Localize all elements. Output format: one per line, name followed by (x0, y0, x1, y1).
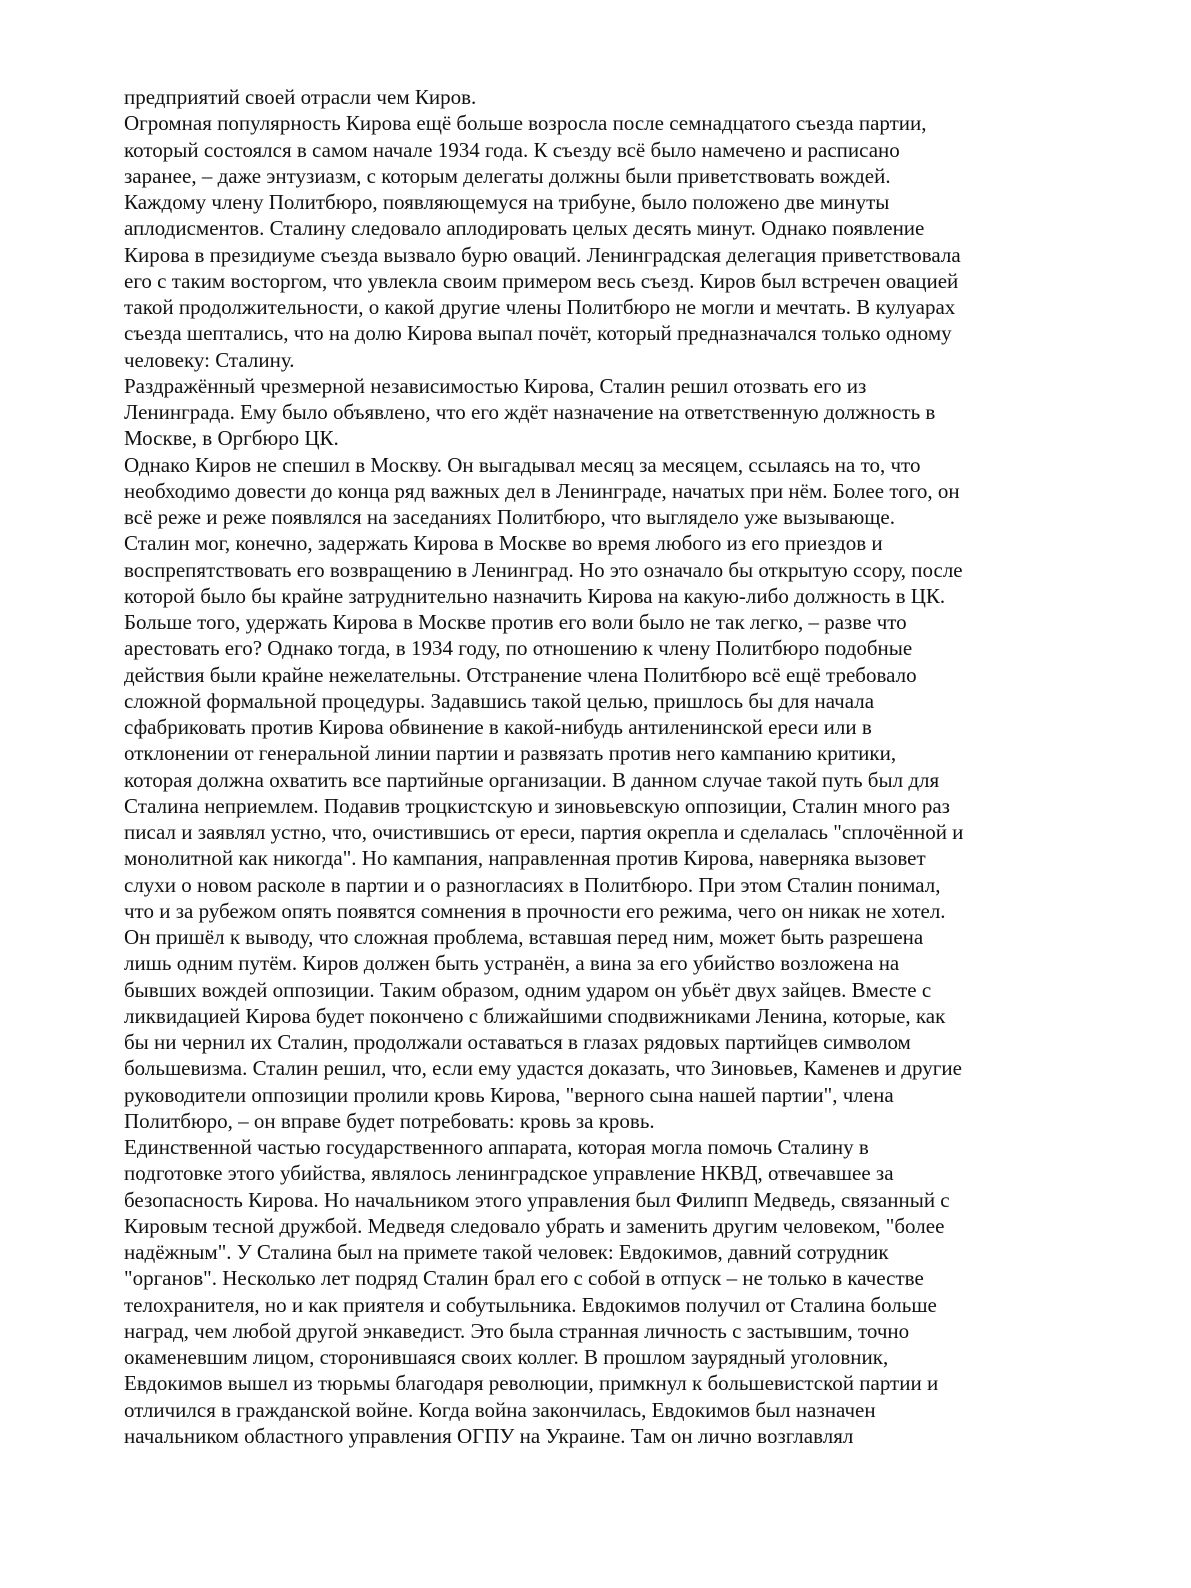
text-line: ликвидацией Кирова будет покончено с ближайшими сподвижниками Ленина, которые, как (124, 1003, 946, 1028)
text-line: Единственной частью государственного аппарата, которая могла помочь Сталину в (124, 1135, 869, 1159)
text-line: Раздражённый чрезмерной независимостью Кирова, Сталин решил отозвать его из (124, 373, 867, 398)
text-line: безопасность Кирова. Но начальником этого управления был Филипп Медведь, связанный с (124, 1187, 950, 1212)
text-line: писал и заявлял устно, что, очистившись от ереси, партия окрепла и сделалась "сплочённой и (124, 820, 964, 844)
text-line: подготовке этого убийства, являлось ленинградское управление НКВД, отвечавшее за (124, 1161, 894, 1186)
text-line: Больше того, удержать Кирова в Москве против его воли было не так легко, – разве что (124, 610, 907, 634)
text-line: Москве, в Оргбюро ЦК. (124, 426, 339, 451)
text-line: Кирова в президиуме съезда вызвало бурю оваций. Ленинградская делегация приветствовала (124, 242, 961, 267)
text-line: отличился в гражданской войне. Когда война закончилась, Евдокимов был назначен (124, 1397, 876, 1422)
text-line: телохранителя, но и как приятеля и собутыльника. Евдокимов получил от Сталина больше (124, 1292, 937, 1317)
text-line: окаменевшим лицом, сторонившаяся своих коллег. В прошлом заурядный уголовник, (124, 1345, 889, 1369)
text-line: Он пришёл к выводу, что сложная проблема, вставшая перед ним, может быть разрешена (124, 925, 924, 949)
text-line: руководители оппозиции пролили кровь Кирова, "верного сына нашей партии", члена (124, 1082, 894, 1107)
text-line: Политбюро, – он вправе будет потребовать: кровь за кровь. (124, 1108, 655, 1133)
text-line: что и за рубежом опять появятся сомнения в прочности его режима, чего он никак не хотел. (124, 898, 946, 923)
text-line: воспрепятствовать его возвращению в Ленинград. Но это означало бы открытую ссору, после (124, 557, 963, 582)
text-line: которая должна охватить все партийные организации. В данном случае такой путь был для (124, 767, 940, 792)
text-line: арестовать его? Однако тогда, в 1934 году, по отношению к члену Политбюро подобные (124, 636, 913, 661)
text-line: которой было бы крайне затруднительно назначить Кирова на какую-либо должность в ЦК. (124, 583, 946, 608)
text-line: Евдокимов вышел из тюрьмы благодаря революции, примкнул к большевистской партии и (124, 1371, 939, 1396)
text-line: начальником областного управления ОГПУ на Украине. Там он лично возглавлял (124, 1423, 854, 1448)
text-line: отклонении от генеральной линии партии и развязать против него кампанию критики, (124, 741, 897, 766)
text-line: заранее, – даже энтузиазм, с которым делегаты должны были приветствовать вождей. (124, 163, 891, 188)
text-line: монолитной как никогда". Но кампания, направленная против Кирова, наверняка вызовет (124, 846, 926, 871)
text-line: сложной формальной процедуры. Задавшись такой целью, пришлось бы для начала (124, 688, 875, 713)
text-line: человеку: Сталину. (124, 347, 295, 372)
text-line: такой продолжительности, о какой другие члены Политбюро не могли и мечтать. В кулуарах (124, 295, 956, 319)
text-line: Кировым тесной дружбой. Медведя следовало убрать и заменить другим человеком, "более (124, 1213, 945, 1238)
text-line: действия были крайне нежелательны. Отстранение члена Политбюро всё ещё требовало (124, 662, 917, 687)
text-line: необходимо довести до конца ряд важных дел в Ленинграде, начатых при нём. Более того, он (124, 478, 960, 503)
text-line: бывших вождей оппозиции. Таким образом, одним ударом он убьёт двух зайцев. Вместе с (124, 977, 932, 1002)
text-line: аплодисментов. Сталину следовало аплодировать целых десять минут. Однако появление (124, 216, 925, 241)
text-line: наград, чем любой другой энкаведист. Это была странная личность с застывшим, точно (124, 1318, 910, 1343)
text-line: всё реже и реже появлялся на заседаниях Политбюро, что выглядело уже вызывающе. (124, 505, 896, 529)
text-line: "органов". Несколько лет подряд Сталин брал его с собой в отпуск – не только в качестве (124, 1266, 924, 1291)
text-line: надёжным". У Сталина был на примете такой человек: Евдокимов, давний сотрудник (124, 1240, 889, 1264)
text-line: который состоялся в самом начале 1934 года. К съезду всё было намечено и расписано (124, 137, 900, 162)
text-line: съезда шептались, что на долю Кирова выпал почёт, который предназначался только одному (124, 321, 952, 346)
text-line: бы ни чернил их Сталин, продолжали оставаться в глазах рядовых партийцев символом (124, 1030, 911, 1054)
text-line: Каждому члену Политбюро, появляющемуся на трибуне, было положено две минуты (124, 190, 890, 214)
text-line: предприятий своей отрасли чем Киров. (124, 85, 477, 109)
text-line: Сталин мог, конечно, задержать Кирова в Москве во время любого из его приездов и (124, 531, 883, 556)
text-line: его с таким восторгом, что увлекла своим примером весь съезд. Киров был встречен овацией (124, 268, 959, 293)
text-line: Ленинграда. Ему было объявлено, что его ждёт назначение на ответственную должность в (124, 400, 936, 424)
text-line: сфабриковать против Кирова обвинение в какой-нибудь антиленинской ереси или в (124, 715, 872, 739)
text-line: слухи о новом расколе в партии и о разногласиях в Политбюро. При этом Сталин понимал, (124, 872, 941, 897)
text-line: Огромная популярность Кирова ещё больше возросла после семнадцатого съезда партии, (124, 111, 927, 136)
text-line: большевизма. Сталин решил, что, если ему удастся доказать, что Зиновьев, Каменев и другие (124, 1056, 962, 1081)
text-line: Сталина неприемлем. Подавив троцкистскую и зиновьевскую оппозиции, Сталин много раз (124, 793, 950, 818)
text-line: лишь одним путём. Киров должен быть устранён, а вина за его убийство возложена на (124, 951, 900, 976)
body-text (124, 84, 1064, 1449)
text-line: Однако Киров не спешил в Москву. Он выгадывал месяц за месяцем, ссылаясь на то, что (124, 452, 921, 477)
